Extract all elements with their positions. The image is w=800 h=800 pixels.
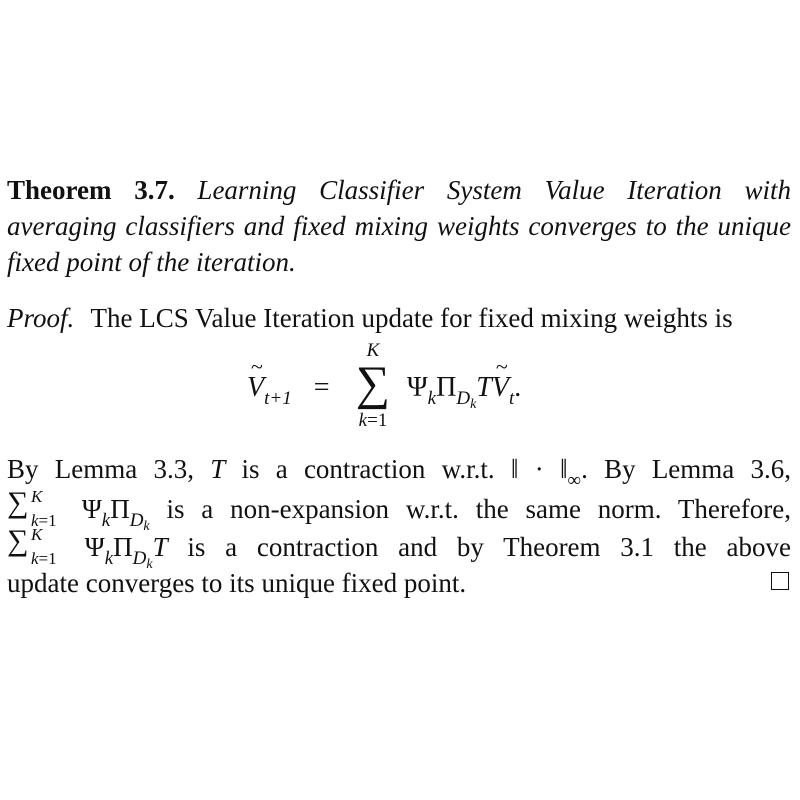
equals-sign: = <box>313 372 330 403</box>
qed-box <box>771 572 789 590</box>
sum-upper-limit: K <box>366 340 380 361</box>
proof-label: Proof. <box>7 303 75 333</box>
proof-line-1: By Lemma 3.3, T is a contraction w.r.t. ‖ · $‖_\infty$. By Lemma 3.6, <box>7 454 792 491</box>
theorem-label: Theorem 3.7. <box>7 175 175 205</box>
proof-body <box>7 450 791 602</box>
lhs-symbol: V <box>247 372 265 403</box>
rhs-subscript: t <box>508 388 515 409</box>
equation-lhs: ~ $V_{t+1}$ = <box>247 354 330 409</box>
inline-sum-2: ∑ K k=1 <box>7 524 57 568</box>
equation-period: . <box>514 372 522 403</box>
psi-subscript: k <box>427 388 437 409</box>
sum-sign: ∑ <box>355 357 391 410</box>
proof-intro-text: The LCS Value Iteration update for fixed mixing weights is <box>90 303 733 333</box>
theorem-statement <box>7 172 791 280</box>
inline-sum-1: ∑ K k=1 <box>7 486 57 530</box>
equation-rhs: $\Psi_k\Pi_{D_k}T$ ~ $V_t$. <box>407 354 522 412</box>
proof-line-3: ∑ K k=1 $\Psi_k\Pi_{D_k}T$ is a contraction and by Theorem 3.1 the above <box>7 524 792 572</box>
pi-subscript: Dk <box>456 388 477 412</box>
proof-line-2: ∑ K k=1 $\Psi_k\Pi_{D_k}$ is a non-expansion w.r.t. the same norm. Therefore, <box>7 486 792 534</box>
summation <box>345 342 401 446</box>
theorem-text: Learning Classifier System Value Iteration with averaging classifiers and fixed mixing weights converges to the unique fixed point of the iteration. <box>7 175 791 277</box>
proof-intro <box>7 300 791 336</box>
psi-symbol: Ψ <box>407 372 428 403</box>
proof-line-4: update converges to its unique fixed point. <box>7 564 791 602</box>
contraction-operator: T <box>476 372 492 403</box>
rhs-symbol: V <box>491 372 509 403</box>
display-equation <box>7 342 791 446</box>
sum-lower-limit: k=1 <box>358 410 388 431</box>
theorem-page <box>7 172 791 602</box>
lhs-subscript: t+1 <box>264 388 292 409</box>
pi-symbol: Π <box>436 372 457 403</box>
